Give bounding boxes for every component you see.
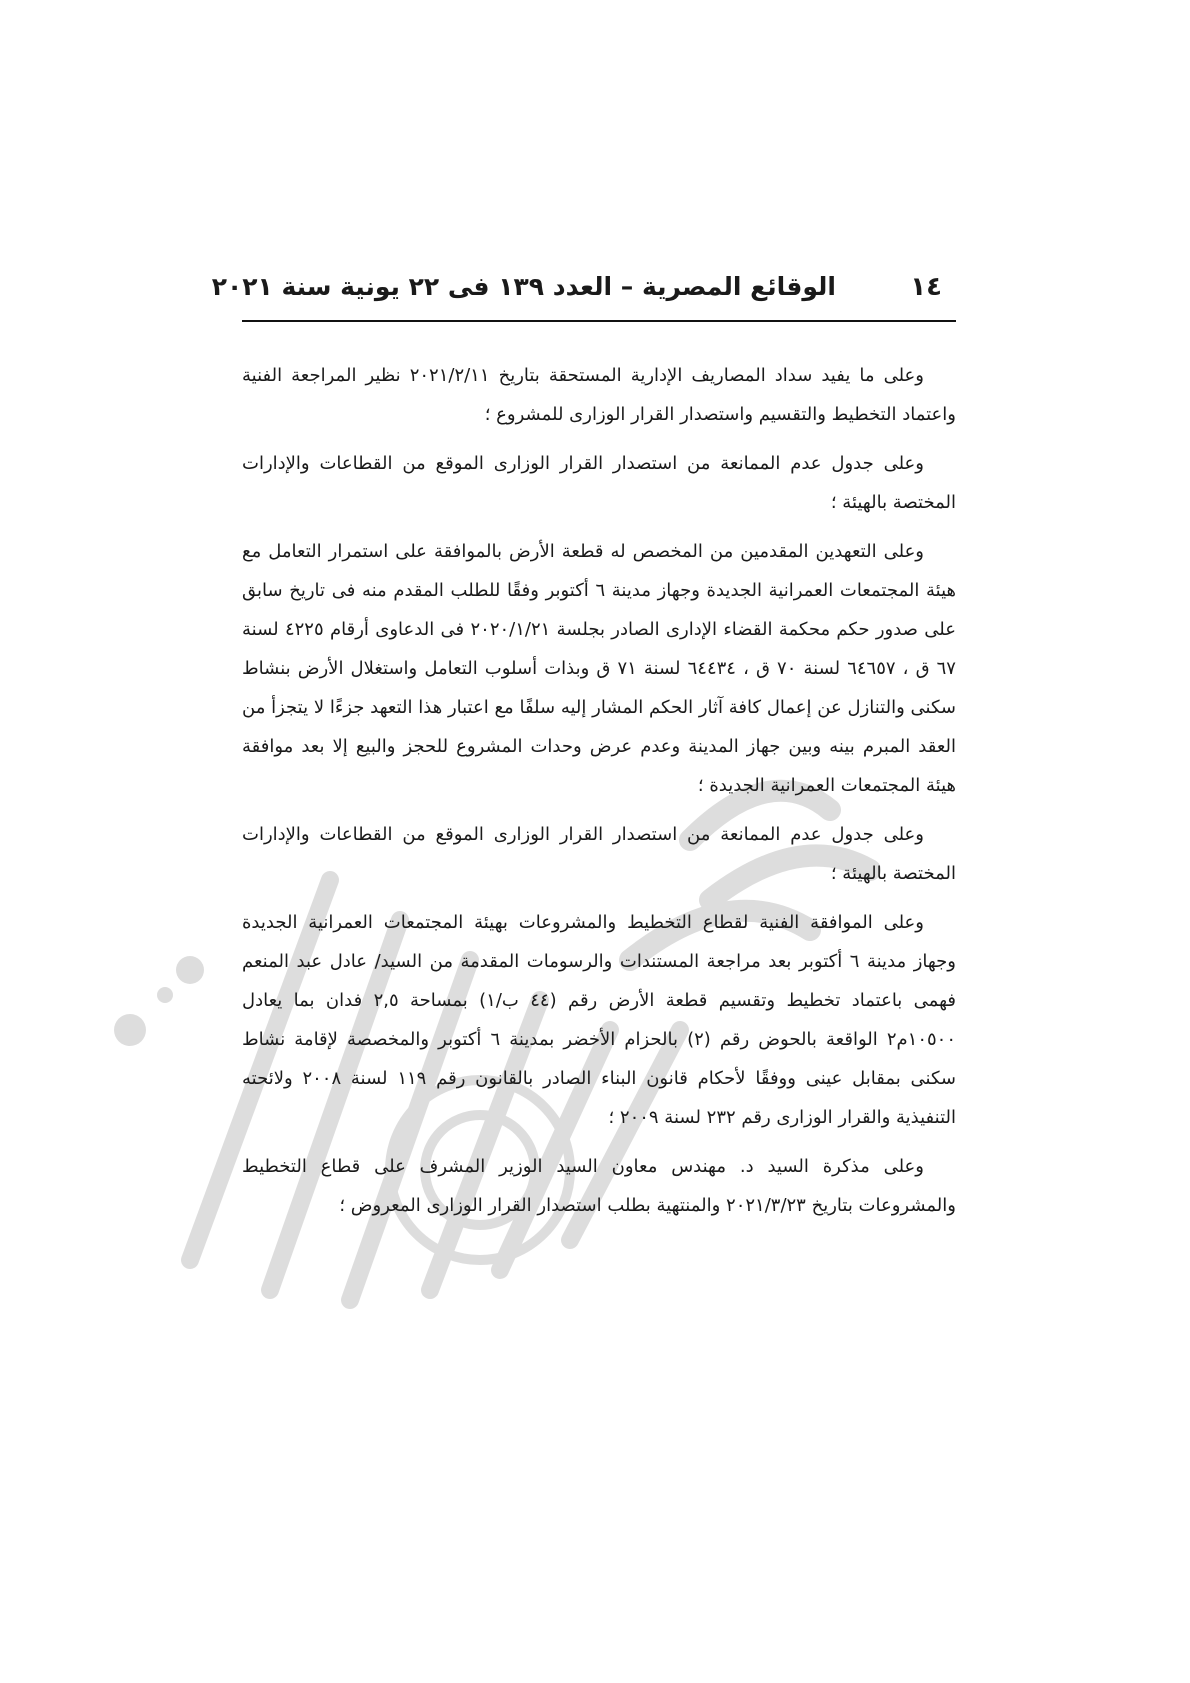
header-divider [242, 320, 956, 322]
paragraph: وعلى الموافقة الفنية لقطاع التخطيط والمشروعات بهيئة المجتمعات العمرانية الجديدة وجهاز مدينة ٦ أكتوبر بعد مراجعة المستندات والرسومات المقدمة من السيد/ عادل عبد المنعم فهمى باعتماد تخطيط وتقسيم قطعة الأرض رقم (٤٤ ب/١) بمساحة ٢,٥ فدان بما يعادل ١٠٥٠٠م٢ الواقعة بالحوض رقم (٢) بالحزام الأخضر بمدينة ٦ أكتوبر والمخصصة لإقامة نشاط سكنى بمقابل عينى ووفقًا لأحكام قانون البناء الصادر بالقانون رقم ١١٩ لسنة ٢٠٠٨ ولائحته التنفيذية والقرار الوزارى رقم ٢٣٢ لسنة ٢٠٠٩ ؛ [242, 912, 956, 1128]
paragraph: وعلى جدول عدم الممانعة من استصدار القرار الوزارى الموقع من القطاعات والإدارات المختصة بالهيئة ؛ [242, 824, 956, 884]
paragraph: وعلى ما يفيد سداد المصاريف الإدارية المستحقة بتاريخ ٢٠٢١/٢/١١ نظير المراجعة الفنية واعتماد التخطيط والتقسيم واستصدار القرار الوزارى للمشروع ؛ [242, 365, 956, 425]
running-title: الوقائع المصرية – العدد ١٣٩ فى ٢٢ يونية سنة ٢٠٢١ [211, 272, 836, 301]
paragraph: وعلى جدول عدم الممانعة من استصدار القرار الوزارى الموقع من القطاعات والإدارات المختصة بالهيئة ؛ [242, 453, 956, 513]
page-header [211, 272, 956, 320]
body-text [242, 356, 956, 1235]
page-number: ١٤ [910, 272, 942, 302]
paragraph: وعلى مذكرة السيد د. مهندس معاون السيد الوزير المشرف على قطاع التخطيط والمشروعات بتاريخ ٢٠٢١/٣/٢٣ والمنتهية بطلب استصدار القرار الوزارى المعروض ؛ [242, 1156, 956, 1216]
paragraph: وعلى التعهدين المقدمين من المخصص له قطعة الأرض بالموافقة على استمرار التعامل مع هيئة المجتمعات العمرانية الجديدة وجهاز مدينة ٦ أكتوبر وفقًا للطلب المقدم منه فى تاريخ سابق على صدور حكم محكمة القضاء الإدارى الصادر بجلسة ٢٠٢٠/١/٢١ فى الدعاوى أرقام ٤٢٢٥ لسنة ٦٧ ق ، ٦٤٦٥٧ لسنة ٧٠ ق ، ٦٤٤٣٤ لسنة ٧١ ق وبذات أسلوب التعامل واستغلال الأرض بنشاط سكنى والتنازل عن إعمال كافة آثار الحكم المشار إليه سلفًا مع اعتبار هذا التعهد جزءًا لا يتجزأ من العقد المبرم بينه وبين جهاز المدينة وعدم عرض وحدات المشروع للحجز والبيع إلا بعد موافقة هيئة المجتمعات العمرانية الجديدة ؛ [242, 541, 956, 796]
